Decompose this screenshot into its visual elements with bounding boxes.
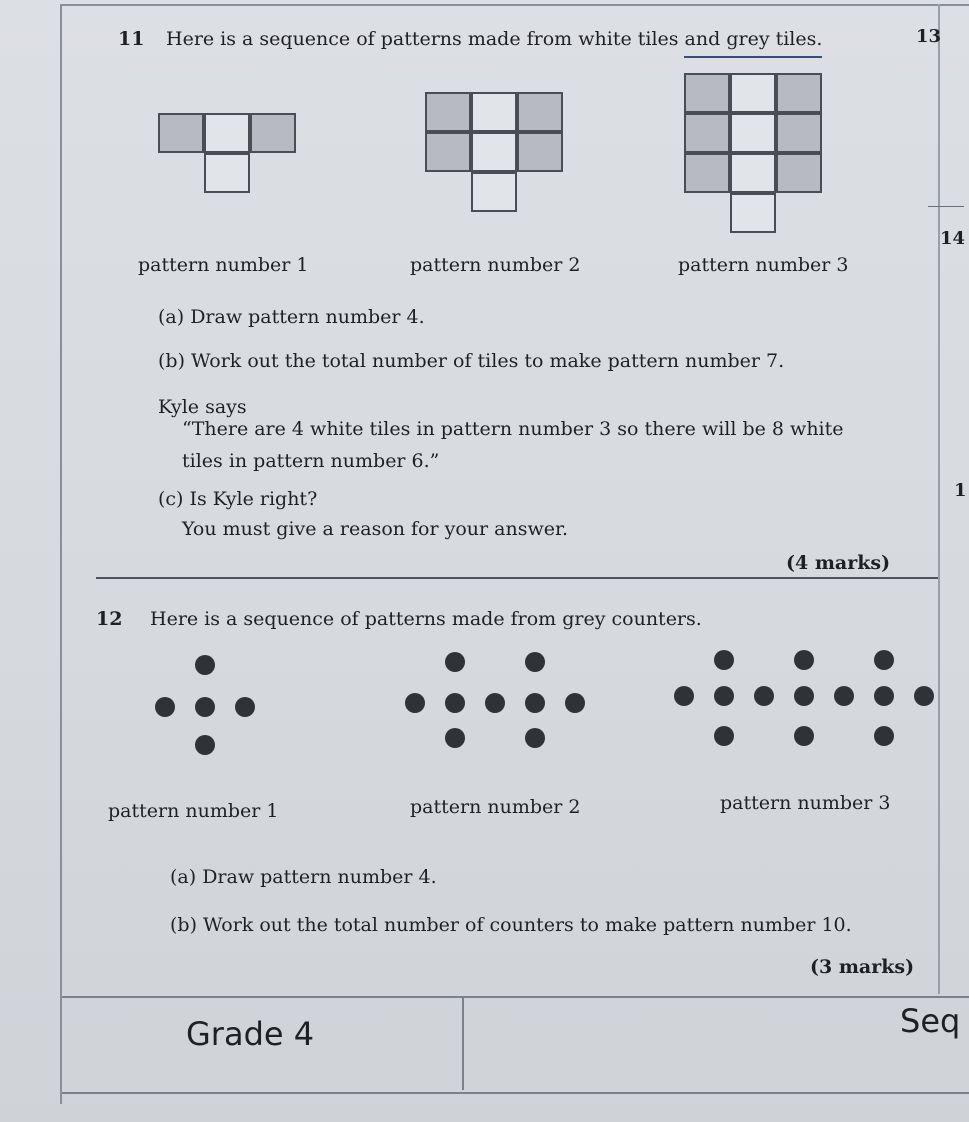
q11-marks: (4 marks) (786, 552, 891, 574)
tile (471, 92, 517, 132)
tile (730, 73, 776, 113)
tile (158, 113, 204, 153)
margin-mark-partial: 1 (954, 480, 967, 501)
footer-topic: Seq (900, 1002, 961, 1040)
top-border (60, 4, 969, 6)
q11-quote-line2: tiles in pattern number 6.” (182, 450, 440, 472)
counter (445, 652, 465, 672)
counter (485, 693, 505, 713)
counter (674, 686, 694, 706)
question-separator (96, 577, 938, 579)
tile (204, 113, 250, 153)
margin-border (938, 4, 940, 994)
pencil-marking (684, 56, 822, 72)
q11-kyle-says: Kyle says (158, 396, 247, 418)
counter (445, 728, 465, 748)
counter (794, 686, 814, 706)
counter (195, 735, 215, 755)
tile (776, 153, 822, 193)
tile (684, 113, 730, 153)
tile (517, 92, 563, 132)
q11-quote-line1: “There are 4 white tiles in pattern number 3 so there will be 8 white (182, 418, 844, 440)
q11-pattern-label-3: pattern number 3 (678, 254, 849, 276)
counter (914, 686, 934, 706)
counter (754, 686, 774, 706)
counter (195, 655, 215, 675)
tile (684, 73, 730, 113)
q11-part-a: (a) Draw pattern number 4. (158, 306, 425, 328)
q12-pattern-label-1: pattern number 1 (108, 800, 279, 822)
tile (776, 113, 822, 153)
q11-number: 11 (118, 28, 145, 50)
q12-number: 12 (96, 608, 123, 630)
tile (204, 153, 250, 193)
tile (730, 113, 776, 153)
counter (794, 726, 814, 746)
tile (684, 153, 730, 193)
q11-pattern-label-1: pattern number 1 (138, 254, 309, 276)
tile (471, 172, 517, 212)
margin-mark-14: 14 (940, 228, 966, 249)
counter (195, 697, 215, 717)
counter (714, 686, 734, 706)
q11-part-c: (c) Is Kyle right? (158, 488, 318, 510)
tile (730, 153, 776, 193)
q11-intro: Here is a sequence of patterns made from white tiles and grey tiles. (166, 28, 823, 50)
q11-part-b: (b) Work out the total number of tiles to make pattern number 7. (158, 350, 785, 372)
counter (155, 697, 175, 717)
counter (874, 650, 894, 670)
counter (834, 686, 854, 706)
q12-pattern-label-3: pattern number 3 (720, 792, 891, 814)
tile (517, 132, 563, 172)
counter (794, 650, 814, 670)
counter (874, 726, 894, 746)
tile (425, 132, 471, 172)
tile (425, 92, 471, 132)
tile (471, 132, 517, 172)
counter (714, 726, 734, 746)
tile (250, 113, 296, 153)
margin-tick (928, 206, 964, 207)
left-border (60, 4, 62, 1104)
q12-marks: (3 marks) (810, 956, 915, 978)
tile (776, 73, 822, 113)
footer-grade: Grade 4 (186, 1015, 315, 1053)
counter (565, 693, 585, 713)
counter (525, 693, 545, 713)
tile (730, 193, 776, 233)
counter (874, 686, 894, 706)
counter (405, 693, 425, 713)
counter (525, 652, 545, 672)
counter (525, 728, 545, 748)
q12-part-a: (a) Draw pattern number 4. (170, 866, 437, 888)
margin-mark-13: 13 (916, 26, 942, 47)
counter (235, 697, 255, 717)
q12-part-b: (b) Work out the total number of counters to make pattern number 10. (170, 914, 852, 936)
q12-intro: Here is a sequence of patterns made from grey counters. (150, 608, 702, 630)
q11-part-c-reason: You must give a reason for your answer. (182, 518, 569, 540)
q12-pattern-label-2: pattern number 2 (410, 796, 581, 818)
counter (445, 693, 465, 713)
q11-pattern-label-2: pattern number 2 (410, 254, 581, 276)
footer-divider (462, 996, 464, 1090)
counter (714, 650, 734, 670)
